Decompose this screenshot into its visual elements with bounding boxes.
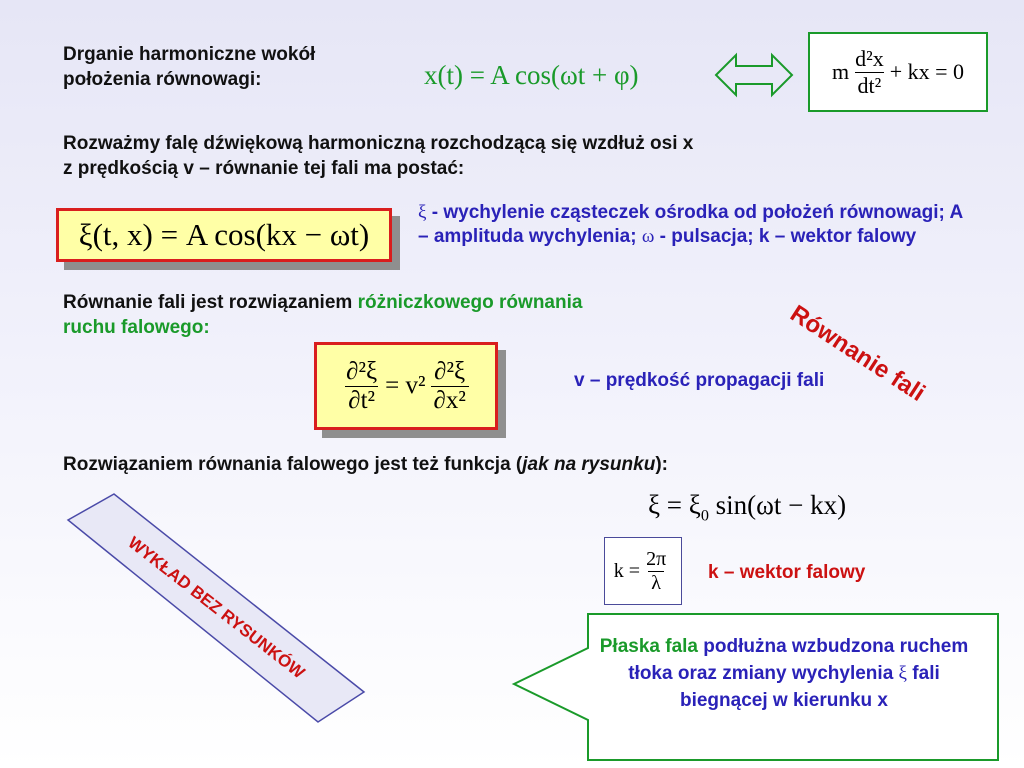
k-lhs: k = — [613, 559, 641, 582]
stamp-area — [66, 492, 366, 724]
wave-description — [418, 201, 978, 249]
oscillator-equation-box — [808, 32, 988, 112]
function-paragraph — [63, 452, 668, 477]
callout-green-text: Płaska fala — [599, 636, 698, 657]
wave-equation-box — [56, 208, 392, 262]
right-numerator: ∂²ξ — [434, 357, 466, 385]
callout-text-2: fali biegnącej w kierunku x — [679, 663, 940, 711]
left-denominator: ∂t² — [345, 386, 378, 415]
intro-text — [63, 42, 315, 92]
right-fraction — [431, 358, 469, 415]
equation-rest: + kx = 0 — [889, 59, 965, 84]
description-part-2: - pulsacja; k – wektor falowy — [654, 226, 917, 247]
xi-symbol: ξ — [418, 202, 427, 223]
intro-line-2: położenia równowagi: — [63, 69, 262, 90]
solution-paragraph — [63, 290, 582, 340]
function-italic: jak na rysunku — [522, 454, 656, 475]
wave-differential-equation-box — [314, 342, 498, 430]
fraction-denominator: dt² — [855, 72, 885, 99]
wave-vector-description: k – wektor falowy — [708, 562, 866, 583]
wave-vector-equation-box — [604, 537, 682, 605]
function-end: ): — [655, 454, 668, 475]
stamp-text: WYKŁAD BEZ RYSUNKÓW — [124, 532, 309, 683]
paragraph-line-1: Rozważmy falę dźwiękową harmoniczną rozchodzącą się wzdłuż osi x — [63, 133, 694, 154]
velocity-squared: = v² — [385, 372, 426, 399]
left-numerator: ∂²ξ — [346, 357, 378, 385]
description-part-1: - wychylenie cząsteczek ośrodka od położeń równowagi; A – amplituda wychylenia; — [418, 202, 963, 247]
harmonic-equation: x(t) = A cos(ωt + φ) — [424, 60, 639, 90]
function-text: Rozwiązaniem równania falowego jest też funkcja ( — [63, 454, 523, 475]
sine-lhs: ξ = ξ — [648, 490, 701, 520]
sine-wave-equation — [648, 490, 846, 525]
k-denominator: λ — [648, 571, 664, 595]
wave-equation-rotated-label: Równanie fali — [785, 300, 930, 407]
callout-xi-symbol: ξ — [898, 663, 908, 684]
right-denominator: ∂x² — [431, 386, 469, 415]
sine-rhs: sin(ωt − kx) — [708, 490, 847, 520]
k-numerator: 2π — [646, 547, 667, 570]
solution-green-line-2: ruchu falowego: — [63, 317, 210, 338]
sine-subscript: 0 — [700, 506, 709, 525]
solution-green-text: różniczkowego równania — [357, 292, 583, 313]
solution-text: Równanie fali jest rozwiązaniem — [63, 292, 358, 313]
left-fraction — [343, 358, 380, 415]
intro-line-1: Drganie harmoniczne wokół — [63, 44, 316, 65]
omega-symbol: ω — [641, 226, 655, 247]
second-derivative-fraction — [852, 46, 887, 99]
velocity-description: v – prędkość propagacji fali — [574, 370, 825, 391]
paragraph-line-2: z prędkością v – równanie tej fali ma postać: — [63, 158, 465, 179]
wave-equation: ξ(t, x) = A cos(kx − ωt) — [78, 217, 370, 252]
fraction-numerator: d²x — [855, 45, 884, 71]
wave-intro-paragraph — [63, 131, 693, 181]
k-fraction — [643, 548, 669, 595]
mass-symbol: m — [831, 59, 850, 84]
callout-text-1: podłużna wzbudzona ruchem tłoka oraz zmiany wychylenia — [628, 636, 969, 684]
callout-text — [588, 633, 980, 714]
double-arrow-icon — [714, 52, 794, 98]
